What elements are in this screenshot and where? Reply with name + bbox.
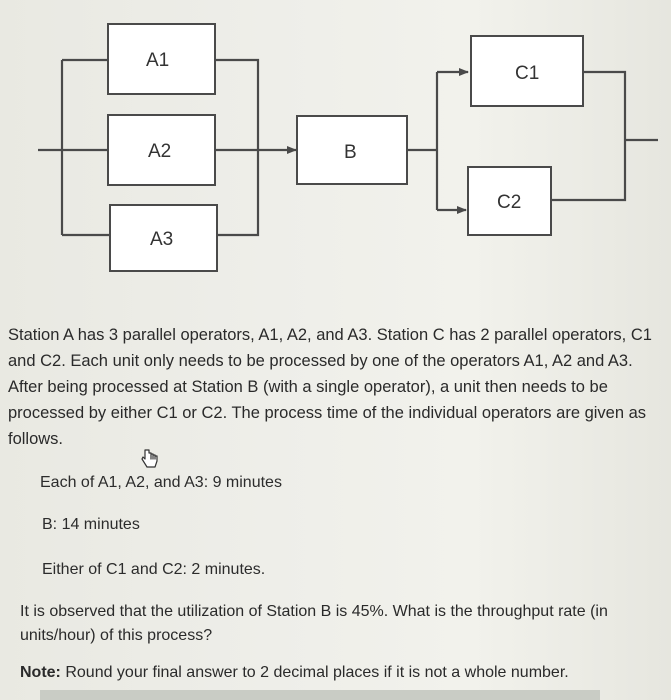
label-a1: A1 bbox=[146, 50, 170, 71]
label-c1: C1 bbox=[515, 63, 540, 84]
given-b-time: B: 14 minutes bbox=[42, 516, 140, 533]
note-body: Round your final answer to 2 decimal places if it is not a whole number. bbox=[60, 664, 569, 681]
process-flow-diagram bbox=[0, 0, 671, 300]
label-a3: A3 bbox=[150, 229, 174, 250]
question-text: It is observed that the utilization of Station B is 45%. What is the throughput rate (in units/hour) of this process? bbox=[20, 603, 608, 644]
mouse-cursor-icon bbox=[140, 447, 162, 471]
problem-paragraph: Station A has 3 parallel operators, A1, A2, and A3. Station C has 2 parallel operators, C1 and C2. Each unit only needs to be processed by one of the operators A1, A2 and A3. After being processed at Station B (with a single operator), a unit then needs to be processed by either C1 or C2. The process time of the individual operators are given as follows. bbox=[8, 326, 652, 448]
note-label: Note: bbox=[20, 664, 61, 681]
answer-input-bar[interactable] bbox=[40, 690, 600, 700]
label-b: B bbox=[344, 142, 357, 163]
note bbox=[20, 664, 660, 682]
label-c2: C2 bbox=[497, 192, 522, 213]
station-a-merge bbox=[215, 60, 258, 235]
label-a2: A2 bbox=[148, 141, 172, 162]
given-a-times: Each of A1, A2, and A3: 9 minutes bbox=[40, 474, 282, 491]
given-c-times: Either of C1 and C2: 2 minutes. bbox=[42, 561, 266, 578]
